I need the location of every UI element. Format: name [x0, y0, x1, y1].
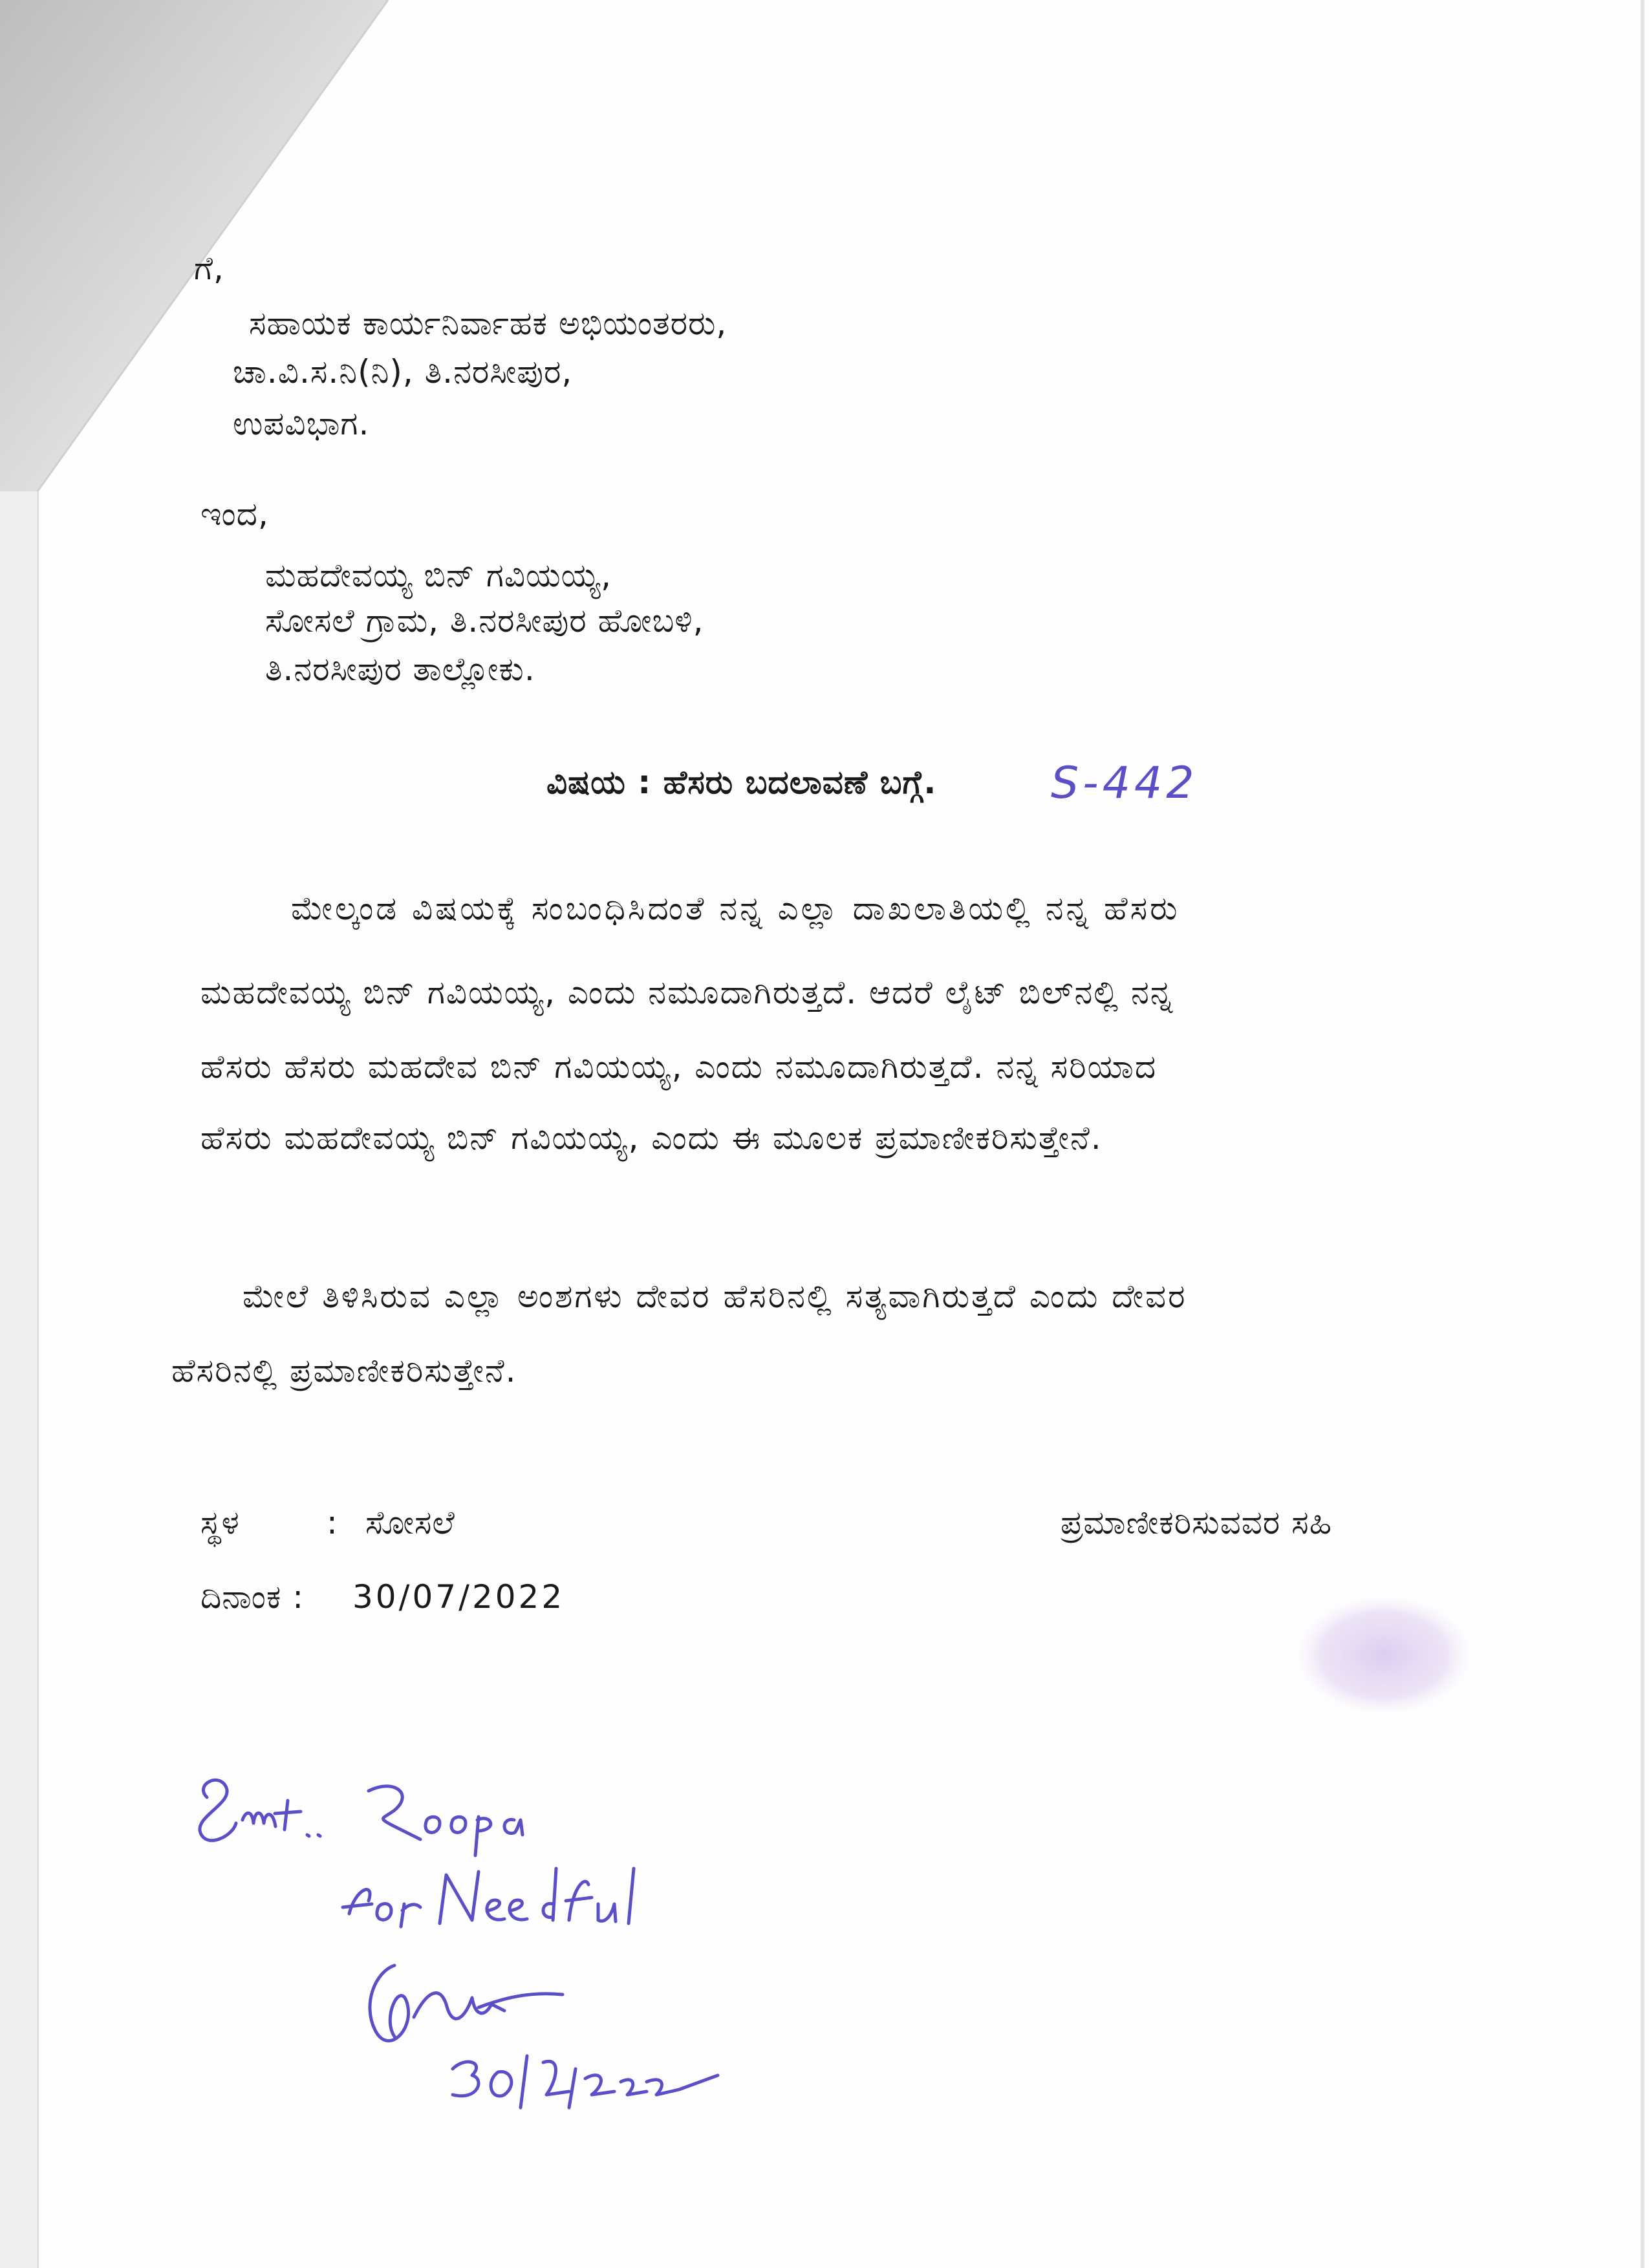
para1-line4: ಹೆಸರು ಮಹದೇವಯ್ಯ ಬಿನ್ ಗವಿಯಯ್ಯ, ಎಂದು ಈ ಮೂಲಕ ಪ್ರಮಾಣೀಕರಿಸುತ್ತೇನೆ. [200, 1119, 1103, 1157]
from-label: ಇಂದ, [200, 495, 269, 533]
para1-line2: ಮಹದೇವಯ್ಯ ಬಿನ್ ಗವಿಯಯ್ಯ, ಎಂದು ನಮೂದಾಗಿರುತ್ತದೆ. ಆದರೆ ಲೈಟ್ ಬಿಲ್‌ನಲ್ಲಿ ನನ್ನ [200, 974, 1174, 1011]
to-line-subdivision: ಉಪವಿಭಾಗ. [233, 405, 370, 442]
from-line-taluk: ತಿ.ನರಸೀಪುರ ತಾಲ್ಲೋಕು. [265, 650, 535, 688]
stamp-smudge [1284, 1590, 1478, 1720]
para2-line1: ಮೇಲೆ ತಿಳಿಸಿರುವ ಎಲ್ಲಾ ಅಂಶಗಳು ದೇವರ ಹೆಸರಿನಲ್ಲಿ ಸತ್ಯವಾಗಿರುತ್ತದೆ ಎಂದು ದೇವರ [242, 1278, 1187, 1315]
subject-line: ವಿಷಯ : ಹೆಸರು ಬದಲಾವಣೆ ಬಗ್ಗೆ. [546, 764, 937, 801]
to-line-designation: ಸಹಾಯಕ ಕಾರ್ಯನಿರ್ವಾಹಕ ಅಭಿಯಂತರರು, [249, 305, 727, 342]
para1-line1: ಮೇಲ್ಕಂಡ ವಿಷಯಕ್ಕೆ ಸಂಬಂಧಿಸಿದಂತೆ ನನ್ನ ಎಲ್ಲಾ ದಾಖಲಾತಿಯಲ್ಲಿ ನನ್ನ ಹೆಸರು [291, 890, 1180, 927]
para2-line2: ಹೆಸರಿನಲ್ಲಿ ಪ್ರಮಾಣೀಕರಿಸುತ್ತೇನೆ. [171, 1352, 517, 1389]
signature-label: ಪ್ರಮಾಣೀಕರಿಸುವವರ ಸಹಿ [1061, 1504, 1333, 1541]
from-line-name: ಮಹದೇವಯ್ಯ ಬಿನ್ ಗವಿಯಯ್ಯ, [265, 557, 612, 594]
place-value: ಸೋಸಲೆ [365, 1504, 455, 1541]
from-line-village: ಸೋಸಲೆ ಗ್ರಾಮ, ತಿ.ನರಸೀಪುರ ಹೋಬಳಿ, [265, 602, 704, 639]
place-separator: : [327, 1504, 338, 1541]
date-value: 30/07/2022 [352, 1578, 565, 1616]
to-line-office: ಚಾ.ವಿ.ಸ.ನಿ(ನಿ), ತಿ.ನರಸೀಪುರ, [233, 353, 573, 390]
handwritten-reference: S-442 [1051, 758, 1198, 809]
to-salutation: ಗೆ, [194, 250, 224, 287]
date-label: ದಿನಾಂಕ : [200, 1578, 305, 1616]
handwritten-note-signature [181, 1759, 905, 2172]
place-label: ಸ್ಥಳ [200, 1504, 240, 1541]
para1-line3: ಹೆಸರು ಹೆಸರು ಮಹದೇವ ಬಿನ್ ಗವಿಯಯ್ಯ, ಎಂದು ನಮೂದಾಗಿರುತ್ತದೆ. ನನ್ನ ಸರಿಯಾದ [200, 1048, 1158, 1086]
